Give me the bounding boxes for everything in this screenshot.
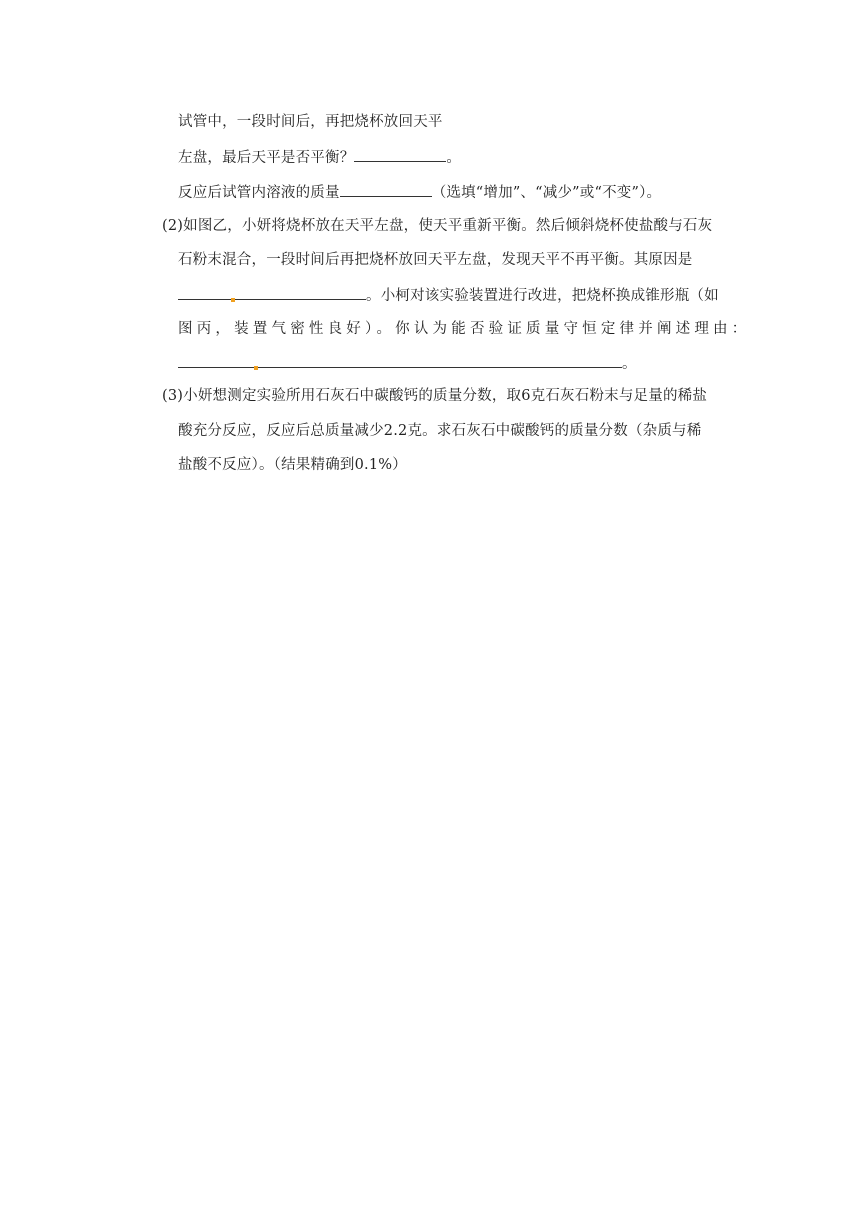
- question-text: 。小柯对该实验装置进行改进，把烧杯换成锥形瓶（如: [366, 288, 719, 304]
- question-3-line-2: 酸充分反应，反应后总质量减少2.2克。求石灰石中碳酸钙的质量分数（杂质与稀: [178, 423, 702, 439]
- text-line-1: 试管中，一段时间后，再把烧杯放回天平: [178, 114, 443, 130]
- question-2-line-3: [178, 285, 719, 306]
- answer-blank-mass[interactable]: [340, 182, 432, 197]
- question-text: 左盘，最后天平是否平衡？: [178, 150, 355, 166]
- answer-blank-verify[interactable]: [178, 353, 622, 368]
- answer-blank-reason[interactable]: [178, 285, 366, 300]
- answer-blank-balance[interactable]: [354, 147, 446, 162]
- question-3-line-3: 盐酸不反应）。（结果精确到0.1%）: [178, 457, 407, 473]
- question-2-line-1: (2)如图乙，小妍将烧杯放在天平左盘，使天平重新平衡。然后倾斜烧杯使盐酸与石灰: [162, 218, 713, 234]
- question-3-line-1: (3)小妍想测定实验所用石灰石中碳酸钙的质量分数，取6克石灰石粉末与足量的稀盐: [162, 388, 708, 404]
- question-text: 反应后试管内溶液的质量: [178, 185, 340, 201]
- marker-dot: [254, 366, 258, 370]
- question-2-line-4: 图丙，装置气密性良好）。你认为能否验证质量守恒定律并阐述理由：: [178, 321, 751, 337]
- options-text: （选填“增加”、“减少”或“不变”）。: [431, 185, 662, 201]
- question-2-line-5: [178, 353, 637, 374]
- marker-dot: [231, 298, 235, 302]
- question-2-line-2: 石粉末混合，一段时间后再把烧杯放回天平左盘，发现天平不再平衡。其原因是: [178, 252, 693, 268]
- punctuation: 。: [622, 356, 637, 372]
- punctuation: 。: [446, 150, 462, 166]
- text-line-2: [178, 147, 461, 168]
- text-line-3: [178, 182, 661, 203]
